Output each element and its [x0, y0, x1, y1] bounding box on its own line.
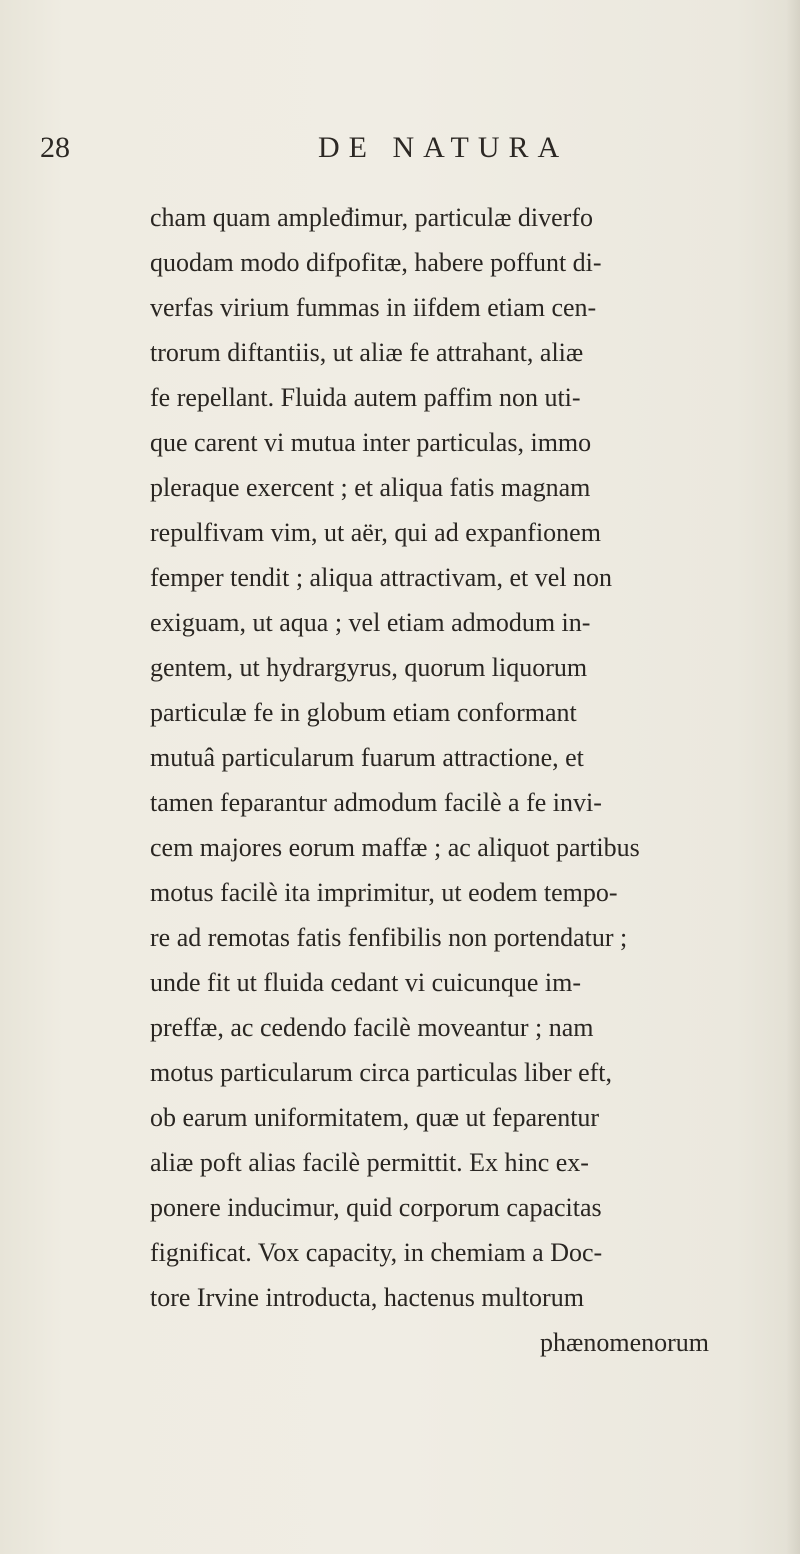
text-line: tamen feparantur admodum facilè a fe invi- [150, 788, 602, 817]
text-line: repulfivam vim, ut aër, qui ad expanfionem [150, 518, 601, 547]
running-head: DE NATURA [318, 131, 569, 164]
text-line: motus facilè ita imprimitur, ut eodem tempo- [150, 878, 618, 907]
text-line: cem majores eorum maffæ ; ac aliquot partibus [150, 833, 640, 862]
text-line: re ad remotas fatis fenfibilis non portendatur ; [150, 923, 628, 952]
text-line: exiguam, ut aqua ; vel etiam admodum in- [150, 608, 591, 637]
text-line: particulæ fe in globum etiam conformant [150, 698, 577, 727]
page-edge-shadow [786, 0, 800, 1554]
text-line: fe repellant. Fluida autem paffim non uti- [150, 383, 581, 412]
text-line: unde fit ut fluida cedant vi cuicunque im- [150, 968, 582, 997]
text-line: ob earum uniformitatem, quæ ut feparentur [150, 1103, 600, 1132]
text-line: que carent vi mutua inter particulas, immo [150, 428, 592, 457]
text-line: verfas virium fummas in iifdem etiam cen- [150, 293, 597, 322]
text-line: pleraque exercent ; et aliqua fatis magnam [150, 473, 591, 502]
text-line: mutuâ particularum fuarum attractione, et [150, 743, 584, 772]
text-line: cham quam ampleđimur, particulæ diverfo [150, 203, 593, 232]
text-line: preffæ, ac cedendo facilè moveantur ; nam [150, 1013, 594, 1042]
text-line: femper tendit ; aliqua attractivam, et vel non [150, 563, 613, 592]
page-number: 28 [40, 131, 70, 164]
text-line: gentem, ut hydrargyrus, quorum liquorum [150, 653, 588, 682]
text-line: motus particularum circa particulas liber eft, [150, 1058, 613, 1087]
text-line: ponere inducimur, quid corporum capacitas [150, 1193, 602, 1222]
text-line: tore Irvine introducta, hactenus multorum [150, 1283, 584, 1312]
text-line: aliæ poft alias facilè permittit. Ex hinc ex- [150, 1148, 589, 1177]
page-header [0, 128, 800, 176]
text-line: fignificat. Vox capacity, in chemiam a Doc- [150, 1238, 603, 1267]
text-line: quodam modo difpofitæ, habere poffunt di- [150, 248, 602, 277]
catchword: phænomenorum [540, 1328, 709, 1357]
text-line: trorum diftantiis, ut aliæ fe attrahant, aliæ [150, 338, 584, 367]
